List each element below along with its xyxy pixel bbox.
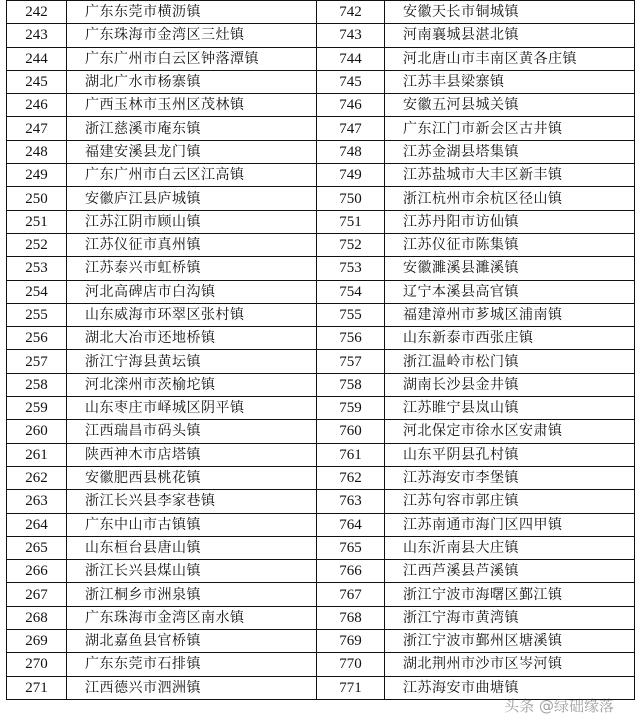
town-cell-left: 浙江宁海县黄坛镇 [67,350,317,373]
town-cell-left: 浙江长兴县李家巷镇 [67,490,317,513]
table-row [7,653,635,676]
table-row [7,257,635,280]
rank-cell-left: 259 [7,397,67,420]
rank-cell-right: 763 [317,490,385,513]
rank-cell-right: 749 [317,164,385,187]
rank-cell-right: 753 [317,257,385,280]
town-cell-right: 广东江门市新会区古井镇 [385,117,635,140]
table-body [7,1,635,700]
town-cell-right: 浙江宁波市海曙区鄞江镇 [385,583,635,606]
rank-cell-left: 249 [7,164,67,187]
table-row [7,70,635,93]
table-row [7,350,635,373]
town-cell-left: 广东东莞市横沥镇 [67,1,317,24]
rank-cell-left: 244 [7,47,67,70]
town-cell-left: 广东珠海市金湾区三灶镇 [67,24,317,47]
rank-cell-right: 752 [317,233,385,256]
table-row [7,47,635,70]
town-list-table [6,0,635,700]
table-row [7,583,635,606]
rank-cell-right: 755 [317,303,385,326]
town-cell-left: 广西玉林市玉州区茂林镇 [67,94,317,117]
town-cell-left: 河北高碑店市白沟镇 [67,280,317,303]
town-cell-right: 浙江宁波市鄞州区塘溪镇 [385,630,635,653]
rank-cell-left: 269 [7,630,67,653]
town-cell-right: 山东平阴县孔村镇 [385,443,635,466]
table-row [7,373,635,396]
town-cell-left: 江苏江阴市顾山镇 [67,210,317,233]
rank-cell-right: 745 [317,70,385,93]
table-row [7,327,635,350]
town-cell-left: 广东广州市白云区江高镇 [67,164,317,187]
town-cell-left: 福建安溪县龙门镇 [67,140,317,163]
rank-cell-left: 255 [7,303,67,326]
town-cell-right: 江苏盐城市大丰区新丰镇 [385,164,635,187]
table-row [7,397,635,420]
town-cell-right: 河南襄城县湛北镇 [385,24,635,47]
town-cell-left: 浙江桐乡市洲泉镇 [67,583,317,606]
rank-cell-left: 271 [7,676,67,699]
town-cell-left: 江西德兴市泗洲镇 [67,676,317,699]
rank-cell-left: 264 [7,513,67,536]
rank-cell-right: 744 [317,47,385,70]
table-row [7,233,635,256]
rank-cell-right: 770 [317,653,385,676]
rank-cell-left: 258 [7,373,67,396]
rank-cell-right: 743 [317,24,385,47]
rank-cell-left: 256 [7,327,67,350]
table-row [7,117,635,140]
rank-cell-right: 769 [317,630,385,653]
town-cell-left: 江苏仪征市真州镇 [67,233,317,256]
rank-cell-right: 748 [317,140,385,163]
town-cell-left: 湖北嘉鱼县官桥镇 [67,630,317,653]
rank-cell-left: 246 [7,94,67,117]
town-cell-right: 江苏丰县梁寨镇 [385,70,635,93]
town-cell-left: 江苏泰兴市虹桥镇 [67,257,317,280]
rank-cell-left: 267 [7,583,67,606]
table-row [7,210,635,233]
rank-cell-right: 767 [317,583,385,606]
table-row [7,24,635,47]
table-row [7,164,635,187]
rank-cell-right: 766 [317,560,385,583]
rank-cell-right: 762 [317,466,385,489]
town-cell-right: 浙江杭州市余杭区径山镇 [385,187,635,210]
rank-cell-right: 758 [317,373,385,396]
town-cell-right: 安徽天长市铜城镇 [385,1,635,24]
rank-cell-left: 245 [7,70,67,93]
town-cell-left: 山东枣庄市峄城区阴平镇 [67,397,317,420]
rank-cell-left: 247 [7,117,67,140]
town-cell-right: 江苏睢宁县岚山镇 [385,397,635,420]
rank-cell-right: 746 [317,94,385,117]
town-cell-right: 浙江温岭市松门镇 [385,350,635,373]
table-row [7,94,635,117]
rank-cell-left: 268 [7,606,67,629]
table-row [7,420,635,443]
table-row [7,280,635,303]
rank-cell-right: 771 [317,676,385,699]
rank-cell-left: 257 [7,350,67,373]
town-cell-right: 安徽五河县城关镇 [385,94,635,117]
rank-cell-left: 270 [7,653,67,676]
table-row [7,490,635,513]
table-row [7,140,635,163]
town-cell-left: 广东广州市白云区钟落潭镇 [67,47,317,70]
table-row [7,187,635,210]
town-cell-left: 湖北大冶市还地桥镇 [67,327,317,350]
town-cell-right: 安徽濉溪县濉溪镇 [385,257,635,280]
rank-cell-right: 765 [317,536,385,559]
town-cell-right: 辽宁本溪县高官镇 [385,280,635,303]
town-cell-left: 江西瑞昌市码头镇 [67,420,317,443]
town-cell-left: 浙江慈溪市庵东镇 [67,117,317,140]
rank-cell-right: 760 [317,420,385,443]
table-row [7,513,635,536]
watermark-text: 头条 @绿础缘落 [504,697,614,715]
rank-cell-right: 759 [317,397,385,420]
town-cell-left: 陕西神木市店塔镇 [67,443,317,466]
rank-cell-right: 751 [317,210,385,233]
town-cell-left: 广东东莞市石排镇 [67,653,317,676]
rank-cell-right: 756 [317,327,385,350]
rank-cell-left: 243 [7,24,67,47]
town-cell-left: 安徽肥西县桃花镇 [67,466,317,489]
rank-cell-left: 252 [7,233,67,256]
town-cell-right: 湖南长沙县金井镇 [385,373,635,396]
rank-cell-right: 764 [317,513,385,536]
town-cell-left: 湖北广水市杨寨镇 [67,70,317,93]
town-cell-left: 广东中山市古镇镇 [67,513,317,536]
town-cell-right: 河北保定市徐水区安肃镇 [385,420,635,443]
rank-cell-left: 242 [7,1,67,24]
table-row [7,466,635,489]
town-cell-right: 江苏丹阳市访仙镇 [385,210,635,233]
town-cell-right: 江苏南通市海门区四甲镇 [385,513,635,536]
town-cell-right: 江苏仪征市陈集镇 [385,233,635,256]
town-cell-left: 河北滦州市茨榆坨镇 [67,373,317,396]
rank-cell-left: 250 [7,187,67,210]
town-cell-right: 江苏海安市李堡镇 [385,466,635,489]
rank-cell-left: 248 [7,140,67,163]
town-cell-right: 湖北荆州市沙市区岑河镇 [385,653,635,676]
rank-cell-left: 265 [7,536,67,559]
rank-cell-right: 754 [317,280,385,303]
table-row [7,630,635,653]
table-row [7,606,635,629]
rank-cell-right: 750 [317,187,385,210]
town-cell-right: 浙江宁海市黄湾镇 [385,606,635,629]
table-row [7,560,635,583]
table-row [7,303,635,326]
table-row [7,443,635,466]
table-row [7,1,635,24]
rank-cell-left: 261 [7,443,67,466]
rank-cell-left: 253 [7,257,67,280]
rank-cell-left: 251 [7,210,67,233]
rank-cell-right: 757 [317,350,385,373]
town-cell-left: 山东威海市环翠区张村镇 [67,303,317,326]
rank-cell-left: 263 [7,490,67,513]
town-cell-right: 福建漳州市芗城区浦南镇 [385,303,635,326]
town-cell-right: 山东新泰市西张庄镇 [385,327,635,350]
rank-cell-left: 260 [7,420,67,443]
rank-cell-right: 747 [317,117,385,140]
town-cell-right: 山东沂南县大庄镇 [385,536,635,559]
rank-cell-left: 254 [7,280,67,303]
rank-cell-left: 266 [7,560,67,583]
town-cell-right: 江苏句容市郭庄镇 [385,490,635,513]
table-row [7,536,635,559]
town-cell-left: 山东桓台县唐山镇 [67,536,317,559]
town-cell-right: 江西芦溪县芦溪镇 [385,560,635,583]
town-cell-right: 江苏金湖县塔集镇 [385,140,635,163]
town-cell-right: 河北唐山市丰南区黄各庄镇 [385,47,635,70]
rank-cell-right: 761 [317,443,385,466]
town-cell-left: 安徽庐江县庐城镇 [67,187,317,210]
rank-cell-right: 768 [317,606,385,629]
town-cell-right: 江苏海安市曲塘镇 [385,676,635,699]
rank-cell-left: 262 [7,466,67,489]
town-cell-left: 浙江长兴县煤山镇 [67,560,317,583]
town-cell-left: 广东珠海市金湾区南水镇 [67,606,317,629]
rank-cell-right: 742 [317,1,385,24]
